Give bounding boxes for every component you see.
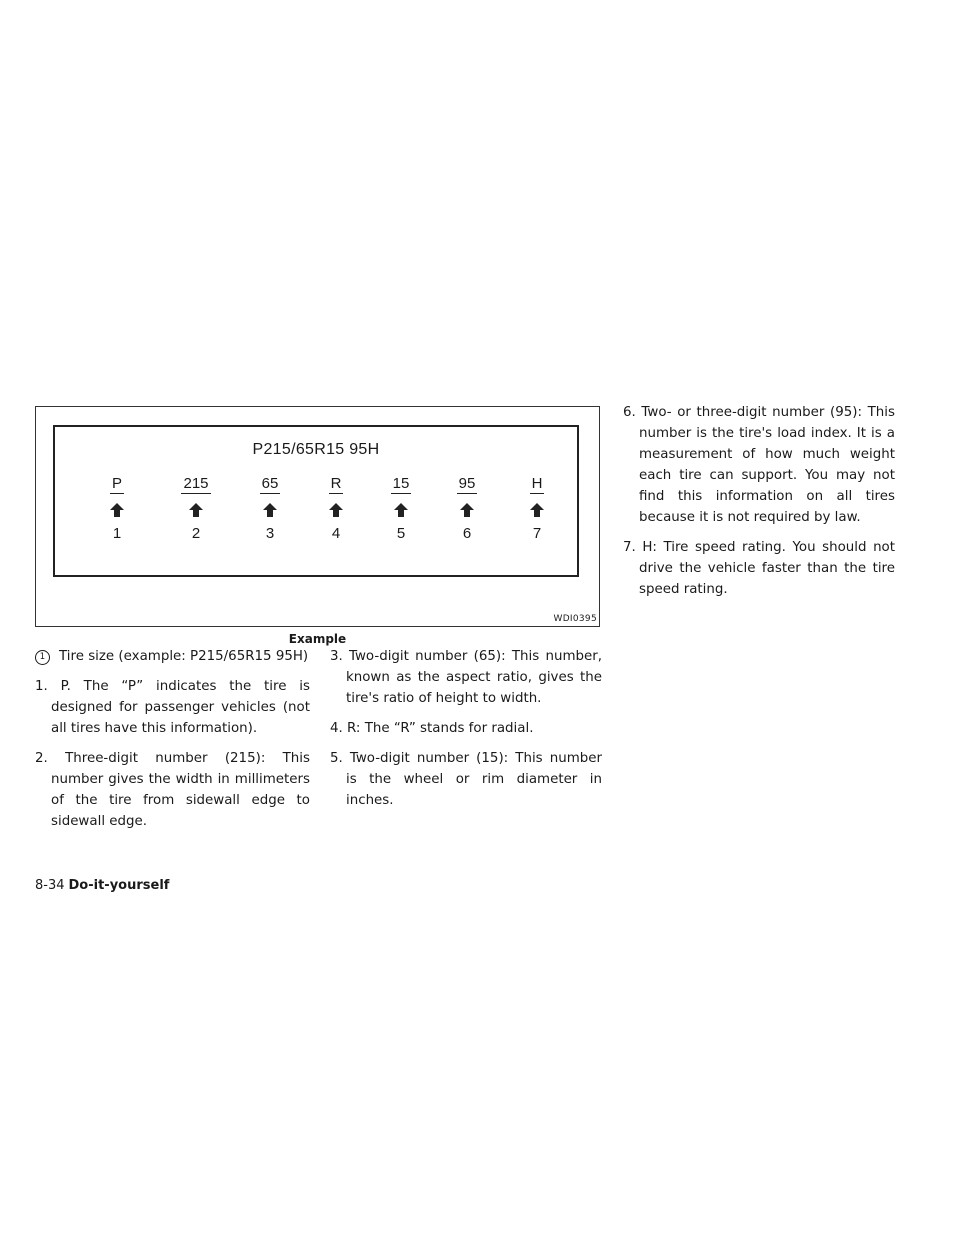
segment-part: 215 — [183, 475, 209, 492]
segment-number: 4 — [331, 525, 341, 542]
list-item: 7. H: Tire speed rating. You should not drive the vehicle faster than the tire speed rating. — [623, 540, 895, 597]
segment-part: 65 — [261, 475, 279, 492]
arrow-up-icon — [189, 503, 203, 517]
segment-part: R — [330, 475, 342, 492]
tire-code-label: P215/65R15 95H — [252, 441, 380, 458]
intro-paragraph — [35, 646, 310, 667]
list-item: 2. Three-digit number (215): This number gives the width in millimeters of the tire from sidewall edge to sidewall edge. — [35, 751, 310, 829]
intro-text: Tire size (example: P215/65R15 95H) — [59, 649, 309, 664]
segment-part: 15 — [392, 475, 410, 492]
figure-id: WDI0395 — [553, 614, 597, 624]
list-item: 3. Two-digit number (65): This number, known as the aspect ratio, gives the tire's ratio of height to width. — [330, 649, 602, 706]
tire-code-diagram — [53, 425, 579, 577]
page-footer — [35, 878, 169, 893]
segment-part: 95 — [458, 475, 476, 492]
text-column-3 — [623, 402, 895, 609]
arrow-up-icon — [329, 503, 343, 517]
figure-caption: Example — [288, 632, 347, 646]
segment-number: 2 — [191, 525, 201, 542]
arrow-up-icon — [530, 503, 544, 517]
segment-3 — [248, 475, 292, 542]
list-item: 6. Two- or three-digit number (95): This number is the tire's load index. It is a measurement of how much weight each tire can support. You may not find this information on all tires because it is not required by law. — [623, 405, 895, 525]
segment-number: 7 — [532, 525, 542, 542]
text-column-2 — [330, 646, 602, 820]
list-item: 1. P. The “P” indicates the tire is designed for passenger vehicles (not all tires have this information). — [35, 679, 310, 736]
circled-number-icon: 1 — [35, 650, 50, 665]
arrow-up-icon — [110, 503, 124, 517]
segment-number: 3 — [265, 525, 275, 542]
arrow-up-icon — [263, 503, 277, 517]
segment-number: 1 — [112, 525, 122, 542]
segment-2 — [174, 475, 218, 542]
tire-size-figure — [35, 406, 600, 627]
text-column-1 — [35, 646, 310, 841]
segment-6 — [445, 475, 489, 542]
segment-1 — [95, 475, 139, 542]
segment-7 — [515, 475, 559, 542]
segment-part: P — [111, 475, 122, 492]
section-title: Do-it-yourself — [68, 878, 170, 893]
arrow-up-icon — [460, 503, 474, 517]
arrow-up-icon — [394, 503, 408, 517]
segment-number: 6 — [462, 525, 472, 542]
segment-part: H — [531, 475, 543, 492]
page-number: 8-34 — [35, 878, 65, 893]
segment-5 — [379, 475, 423, 542]
list-item: 5. Two-digit number (15): This number is the wheel or rim diameter in inches. — [330, 751, 602, 808]
segment-number: 5 — [396, 525, 406, 542]
list-item: 4. R: The “R” stands for radial. — [330, 721, 534, 736]
segment-4 — [314, 475, 358, 542]
